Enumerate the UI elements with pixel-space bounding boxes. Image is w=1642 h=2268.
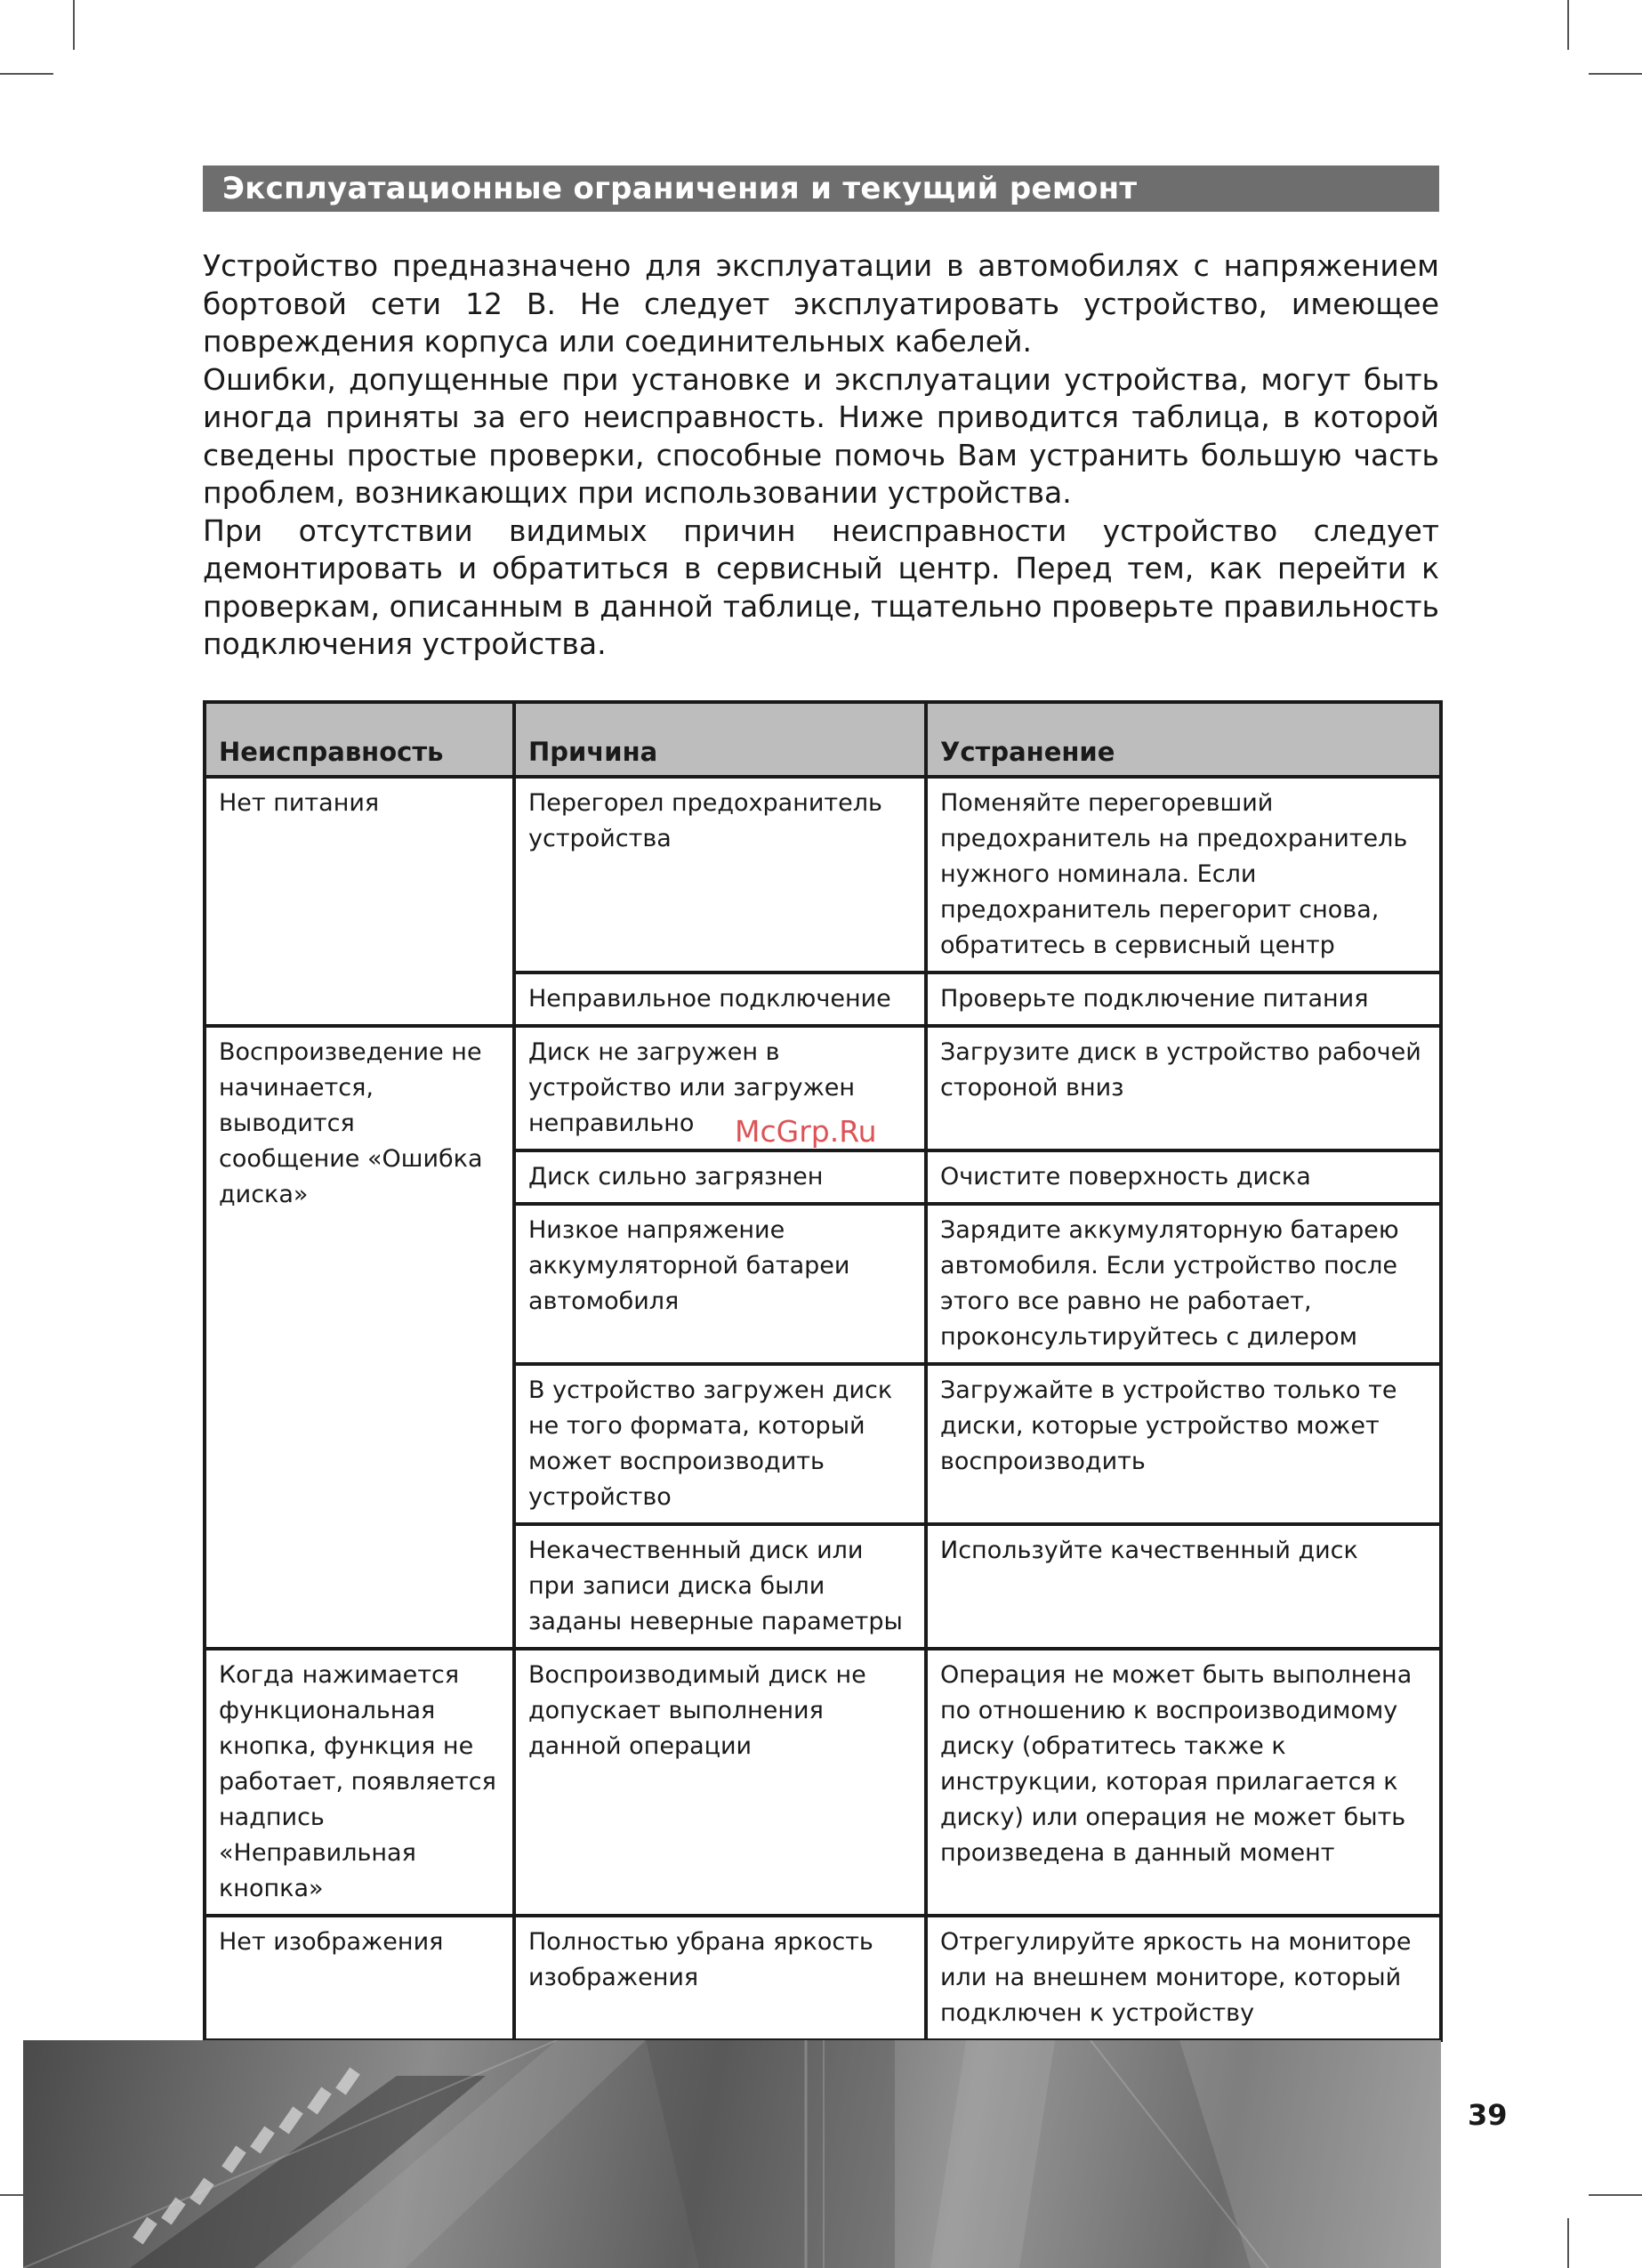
table-row xyxy=(205,1916,1441,2040)
crop-mark xyxy=(1589,2194,1642,2196)
header-fault: Неисправность xyxy=(205,702,514,777)
header-remedy: Устранение xyxy=(926,702,1441,777)
troubleshooting-table xyxy=(203,700,1443,2042)
remedy-cell: Операция не может быть выполнена по отношению к воспроизводимому диску (обратитесь также к инструкции, которая прилагается к диску) или операция не может быть произведена в данный момент xyxy=(926,1649,1441,1916)
page-number: 39 xyxy=(1468,2098,1508,2132)
intro-paragraph: Ошибки, допущенные при установке и эксплуатации устройства, могут быть иногда приняты за его неисправность. Ниже приводится таблица, в которой сведены простые проверки, способные помочь Вам устранить большую часть проблем, возникающих при использовании устройства. xyxy=(203,361,1439,510)
cause-cell: В устройство загружен диск не того формата, который может воспроизводить устройство xyxy=(514,1364,926,1524)
footer-decorative-band xyxy=(23,2040,1441,2268)
cause-cell: Некачественный диск или при записи диска были заданы неверные параметры xyxy=(514,1524,926,1649)
cause-cell: Полностью убрана яркость изображения xyxy=(514,1916,926,2040)
remedy-cell: Очистите поверхность диска xyxy=(926,1150,1441,1204)
remedy-cell: Используйте качественный диск xyxy=(926,1524,1441,1649)
remedy-cell: Загрузите диск в устройство рабочей стороной вниз xyxy=(926,1026,1441,1150)
footer-texture xyxy=(23,2040,1441,2268)
cause-cell: Диск сильно загрязнен xyxy=(514,1150,926,1204)
crop-mark xyxy=(1589,73,1642,75)
section-title: Эксплуатационные ограничения и текущий ремонт xyxy=(203,165,1439,212)
remedy-cell: Отрегулируйте яркость на мониторе или на внешнем мониторе, который подключен к устройству xyxy=(926,1916,1441,2040)
fault-cell: Нет изображения xyxy=(205,1916,514,2040)
remedy-cell: Загружайте в устройство только те диски, которые устройство может воспроизводить xyxy=(926,1364,1441,1524)
cause-cell: Диск не загружен в устройство или загружен неправильно xyxy=(514,1026,926,1150)
cause-cell: Неправильное подключение xyxy=(514,973,926,1026)
watermark: McGrp.Ru xyxy=(735,1114,877,1149)
crop-mark xyxy=(1567,0,1569,50)
fault-cell: Воспроизведение не начинается, выводится сообщение «Ошибка диска» xyxy=(205,1026,514,1649)
remedy-cell: Проверьте подключение питания xyxy=(926,973,1441,1026)
remedy-cell: Зарядите аккумуляторную батарею автомобиля. Если устройство после этого все равно не работает, проконсультируйтесь с дилером xyxy=(926,1204,1441,1364)
cause-cell: Перегорел предохранитель устройства xyxy=(514,777,926,973)
intro-paragraph: Устройство предназначено для эксплуатации в автомобилях с напряжением бортовой сети 12 В. Не следует эксплуатировать устройство, имеющее повреждения корпуса или соединительных кабелей. xyxy=(203,248,1439,359)
crop-mark xyxy=(0,73,53,75)
table-row xyxy=(205,1649,1441,1916)
table-row xyxy=(205,777,1441,973)
crop-mark xyxy=(73,0,75,50)
table-header-row xyxy=(205,702,1441,777)
header-cause: Причина xyxy=(514,702,926,777)
fault-cell: Когда нажимается функциональная кнопка, функция не работает, появляется надпись «Неправильная кнопка» xyxy=(205,1649,514,1916)
fault-cell: Нет питания xyxy=(205,777,514,1026)
intro-paragraph: При отсутствии видимых причин неисправности устройство следует демонтировать и обратиться в сервисный центр. Перед тем, как перейти к проверкам, описанным в данной таблице, тщательно проверьте правильность подключения устройства. xyxy=(203,513,1439,661)
cause-cell: Низкое напряжение аккумуляторной батареи автомобиля xyxy=(514,1204,926,1364)
crop-mark xyxy=(1567,2218,1569,2268)
cause-cell: Воспроизводимый диск не допускает выполнения данной операции xyxy=(514,1649,926,1916)
remedy-cell: Поменяйте перегоревший предохранитель на предохранитель нужного номинала. Если предохранитель перегорит снова, обратитесь в сервисный центр xyxy=(926,777,1441,973)
intro-text xyxy=(203,247,1439,664)
